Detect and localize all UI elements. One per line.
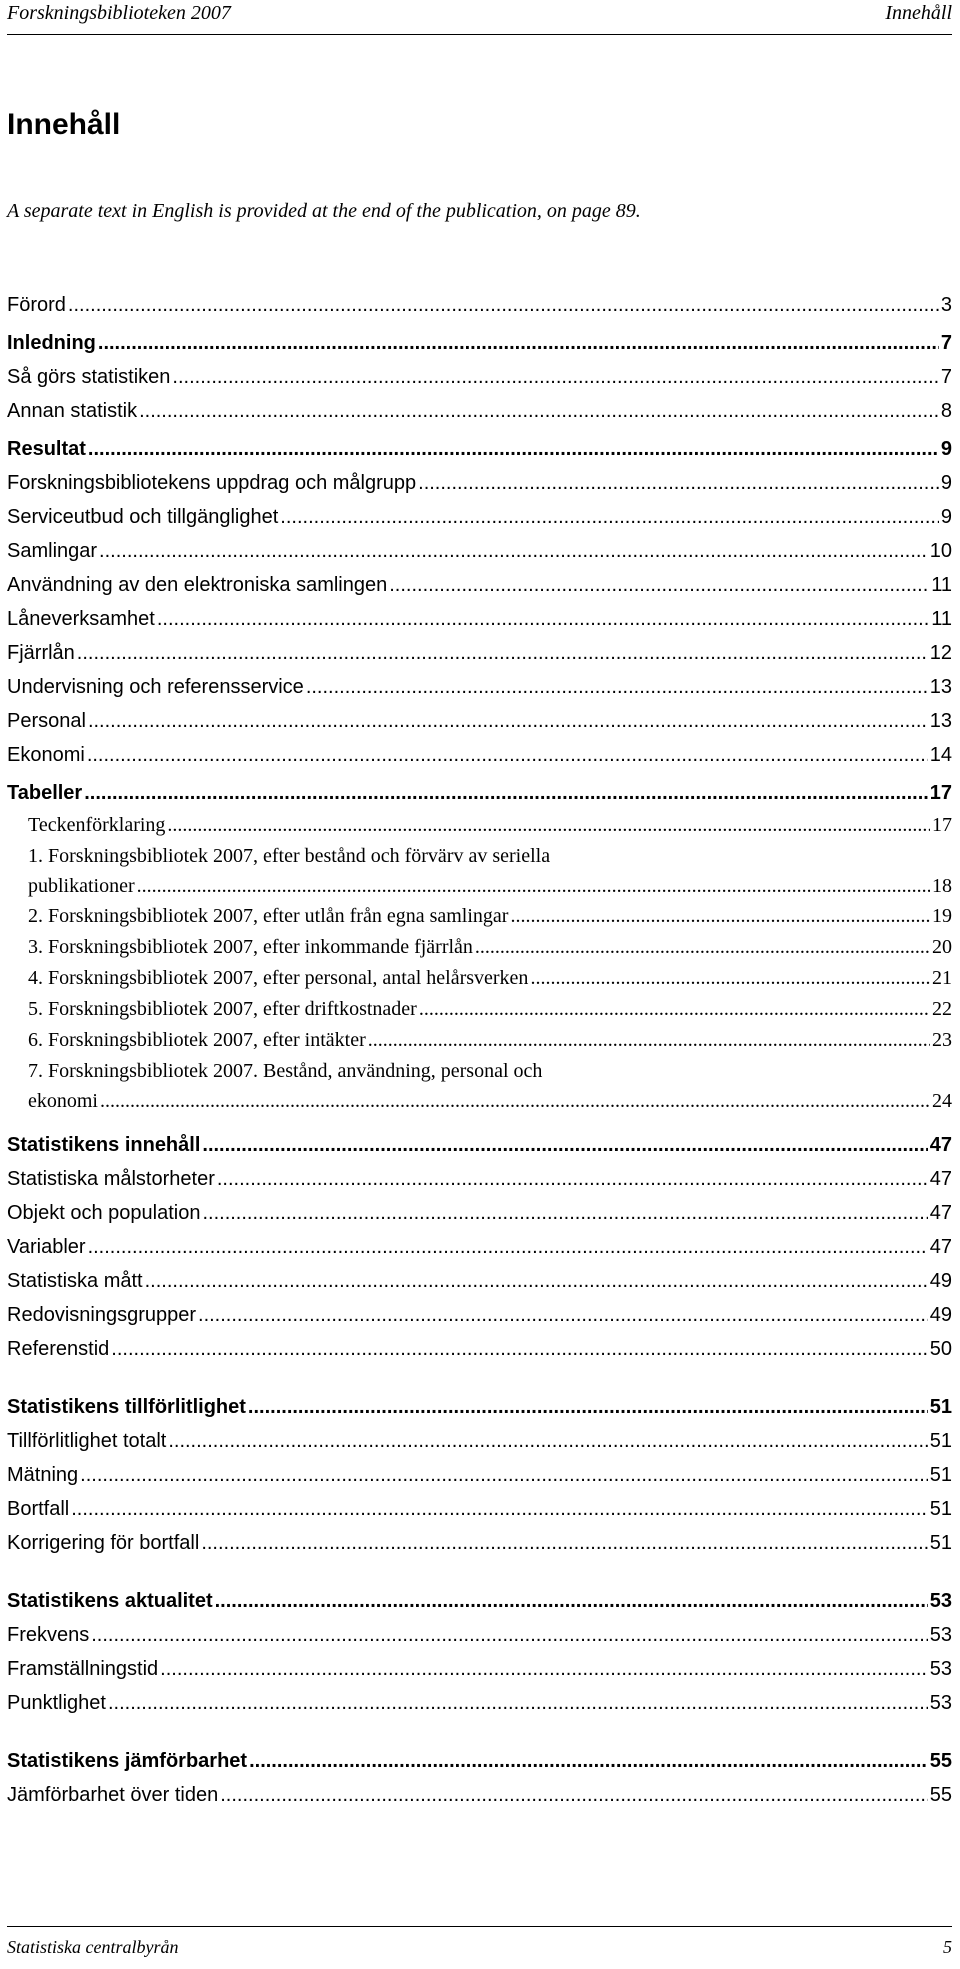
- toc-leader-dots: [202, 1128, 927, 1162]
- toc-leader-dots: [249, 1744, 928, 1778]
- toc-entry-title: Statistikens jämförbarhet: [7, 1750, 248, 1772]
- toc-entry-title: Objekt och population: [7, 1202, 201, 1224]
- toc-page-number: 17: [929, 782, 952, 804]
- toc-entry-samlingar[interactable]: [7, 534, 952, 568]
- toc-entry-title: Statistikens aktualitet: [7, 1590, 213, 1612]
- toc-entry-title: 5. Forskningsbibliotek 2007, efter driftkostnader: [28, 998, 417, 1020]
- toc-page-number: 22: [932, 998, 952, 1020]
- toc-leader-dots: [418, 466, 939, 500]
- toc-page-number: 17: [932, 814, 952, 836]
- toc-entry-objekt-och-population[interactable]: [7, 1196, 952, 1230]
- toc-entry-tillforlitlighet-totalt[interactable]: [7, 1424, 952, 1458]
- page-title: Innehåll: [7, 108, 121, 141]
- toc-leader-dots: [157, 602, 929, 636]
- toc-entry-ekonomi[interactable]: [7, 738, 952, 772]
- toc-page-number: 47: [929, 1134, 952, 1156]
- toc-page-number: 18: [932, 875, 952, 897]
- toc-page-number: 20: [932, 936, 952, 958]
- toc-page-number: 51: [929, 1498, 952, 1520]
- toc-entry-tabell-3[interactable]: [7, 932, 952, 963]
- toc-leader-dots: [167, 810, 930, 841]
- toc-leader-dots: [99, 534, 928, 568]
- toc-entry-title: 6. Forskningsbibliotek 2007, efter intäkter: [28, 1029, 366, 1051]
- toc-entry-title: Forskningsbibliotekens uppdrag och målgrupp: [7, 472, 417, 494]
- toc-entry-teckenforklaring[interactable]: [7, 810, 952, 841]
- toc-entry-bortfall[interactable]: [7, 1492, 952, 1526]
- toc-entry-title: 1. Forskningsbibliotek 2007, efter bestånd och förvärv av seriella: [28, 845, 551, 867]
- toc-entry-tabell-6[interactable]: [7, 1025, 952, 1056]
- footer-page-number: 5: [943, 1937, 952, 1957]
- header-publication-title: Forskningsbiblioteken 2007: [7, 2, 231, 24]
- toc-entry-title: Punktlighet: [7, 1692, 106, 1714]
- toc-leader-dots: [87, 738, 928, 772]
- toc-page-number: 47: [929, 1202, 952, 1224]
- toc-page-number: 47: [929, 1168, 952, 1190]
- toc-leader-dots: [88, 432, 939, 466]
- toc-entry-title: Resultat: [7, 438, 86, 460]
- toc-entry-title: Framställningstid: [7, 1658, 159, 1680]
- toc-entry-title: Referenstid: [7, 1338, 110, 1360]
- toc-entry-title: Mätning: [7, 1464, 79, 1486]
- toc-leader-dots: [77, 636, 928, 670]
- toc-leader-dots: [137, 871, 930, 901]
- toc-entry-fjarrlan[interactable]: [7, 636, 952, 670]
- toc-page-number: 24: [932, 1090, 952, 1112]
- toc-entry-title: Användning av den elektroniska samlingen: [7, 574, 388, 596]
- toc-page-number: 21: [932, 967, 952, 989]
- running-footer: [7, 1926, 952, 1969]
- toc-entry-personal[interactable]: [7, 704, 952, 738]
- toc-page-number: 14: [929, 744, 952, 766]
- toc-page-number: 9: [940, 472, 952, 494]
- toc-page-number: 11: [931, 574, 952, 596]
- toc-entry-title: Tillförlitlighet totalt: [7, 1430, 167, 1452]
- toc-entry-framstallningstid[interactable]: [7, 1652, 952, 1686]
- toc-leader-dots: [80, 1458, 928, 1492]
- toc-entry-laneverksamhet[interactable]: [7, 602, 952, 636]
- toc-page-number: 7: [940, 366, 952, 388]
- toc-page-number: 53: [929, 1658, 952, 1680]
- toc-page-number: 47: [929, 1236, 952, 1258]
- toc-entry-korrigering[interactable]: [7, 1526, 952, 1560]
- toc-page-number: 53: [929, 1692, 952, 1714]
- toc-entry-title: Förord: [7, 294, 66, 316]
- toc-entry-tabell-4[interactable]: [7, 963, 952, 994]
- toc-leader-dots: [215, 1584, 928, 1618]
- toc-leader-dots: [202, 1196, 927, 1230]
- toc-entry-matning[interactable]: [7, 1458, 952, 1492]
- toc-leader-dots: [88, 704, 928, 738]
- toc-entry-title: Statistiska målstorheter: [7, 1168, 215, 1190]
- toc-leader-dots: [419, 994, 930, 1025]
- footer-publisher: Statistiska centralbyrån: [7, 1937, 179, 1957]
- running-header: [7, 0, 952, 35]
- toc-page-number: 3: [940, 294, 952, 316]
- toc-page-number: 12: [929, 642, 952, 664]
- toc-entry-statistiska-matt[interactable]: [7, 1264, 952, 1298]
- toc-entry-title: Ekonomi: [7, 744, 85, 766]
- toc-entry-title: Undervisning och referensservice: [7, 676, 304, 698]
- toc-entry-tabell-2[interactable]: [7, 901, 952, 932]
- toc-leader-dots: [100, 1086, 930, 1116]
- toc-entry-tabell-5[interactable]: [7, 994, 952, 1025]
- toc-leader-dots: [368, 1025, 930, 1056]
- toc-entry-title: Annan statistik: [7, 400, 138, 422]
- toc-page-number: 8: [940, 400, 952, 422]
- toc-leader-dots: [98, 326, 939, 360]
- toc-leader-dots: [71, 1492, 928, 1526]
- toc-page-number: 49: [929, 1304, 952, 1326]
- toc-entry-elektroniska-samlingen[interactable]: [7, 568, 952, 602]
- toc-entry-title: 4. Forskningsbibliotek 2007, efter personal, antal helårsverken: [28, 967, 529, 989]
- toc-entry-title: Inledning: [7, 332, 96, 354]
- toc-entry-title: Låneverksamhet: [7, 608, 155, 630]
- toc-entry-malstorheter[interactable]: [7, 1162, 952, 1196]
- toc-entry-inledning[interactable]: [7, 326, 952, 360]
- toc-leader-dots: [68, 288, 939, 322]
- toc-entry-statistikens-aktualitet[interactable]: [7, 1584, 952, 1618]
- toc-leader-dots: [160, 1652, 928, 1686]
- toc-entry-uppdrag[interactable]: [7, 466, 952, 500]
- toc-leader-dots: [220, 1778, 928, 1812]
- toc-leader-dots: [111, 1332, 927, 1366]
- toc-page-number: 53: [929, 1624, 952, 1646]
- toc-leader-dots: [280, 500, 939, 534]
- toc-entry-title: Serviceutbud och tillgänglighet: [7, 506, 279, 528]
- toc-entry-title-continued: publikationer: [28, 875, 135, 897]
- toc-entry-sa-gors-statistiken[interactable]: [7, 360, 952, 394]
- toc-entry-redovisningsgrupper[interactable]: [7, 1298, 952, 1332]
- toc-entry-title: Personal: [7, 710, 86, 732]
- toc-leader-dots: [84, 776, 928, 810]
- toc-page-number: 19: [932, 905, 952, 927]
- toc-leader-dots: [248, 1390, 928, 1424]
- toc-entry-statistikens-innehall[interactable]: [7, 1128, 952, 1162]
- toc-page-number: 51: [929, 1532, 952, 1554]
- toc-entry-title: Bortfall: [7, 1498, 70, 1520]
- toc-page-number: 49: [929, 1270, 952, 1292]
- toc-entry-annan-statistik[interactable]: [7, 394, 952, 428]
- toc-entry-punktlighet[interactable]: [7, 1686, 952, 1720]
- toc-entry-serviceutbud[interactable]: [7, 500, 952, 534]
- toc-leader-dots: [201, 1526, 927, 1560]
- toc-leader-dots: [530, 963, 930, 994]
- toc-page-number: 23: [932, 1029, 952, 1051]
- toc-leader-dots: [475, 932, 930, 963]
- toc-entry-tabell-7[interactable]: [7, 1056, 952, 1116]
- toc-leader-dots: [217, 1162, 928, 1196]
- toc-entry-title: 3. Forskningsbibliotek 2007, efter inkommande fjärrlån: [28, 936, 473, 958]
- toc-page-number: 51: [929, 1430, 952, 1452]
- toc-page-number: 13: [929, 710, 952, 732]
- toc-leader-dots: [108, 1686, 928, 1720]
- toc-entry-title: Statistiska mått: [7, 1270, 143, 1292]
- toc-leader-dots: [306, 670, 928, 704]
- toc-leader-dots: [389, 568, 929, 602]
- toc-entry-jamforbarhet-over-tiden[interactable]: [7, 1778, 952, 1812]
- toc-page-number: 10: [929, 540, 952, 562]
- toc-leader-dots: [198, 1298, 928, 1332]
- toc-page-number: 51: [929, 1396, 952, 1418]
- toc-entry-forord[interactable]: [7, 288, 952, 322]
- toc-page-number: 50: [929, 1338, 952, 1360]
- toc-entry-title: Statistikens tillförlitlighet: [7, 1396, 246, 1418]
- toc-entry-tabeller[interactable]: [7, 776, 952, 810]
- toc-entry-title: Korrigering för bortfall: [7, 1532, 200, 1554]
- toc-page-number: 55: [929, 1750, 952, 1772]
- toc-leader-dots: [172, 360, 938, 394]
- toc-leader-dots: [91, 1618, 928, 1652]
- toc-page-number: 13: [929, 676, 952, 698]
- toc-leader-dots: [139, 394, 939, 428]
- toc-entry-title: Tabeller: [7, 782, 83, 804]
- toc-entry-statistikens-jamforbarhet[interactable]: [7, 1744, 952, 1778]
- toc-leader-dots: [168, 1424, 927, 1458]
- toc-page-number: 9: [940, 506, 952, 528]
- toc-entry-title: 7. Forskningsbibliotek 2007. Bestånd, användning, personal och: [28, 1060, 543, 1082]
- toc-entry-referenstid[interactable]: [7, 1332, 952, 1366]
- toc-page-number: 9: [940, 438, 952, 460]
- toc-entry-tabell-1[interactable]: [7, 841, 952, 901]
- english-text-note: A separate text in English is provided at the end of the publication, on page 89.: [7, 200, 641, 222]
- toc-leader-dots: [145, 1264, 928, 1298]
- toc-leader-dots: [510, 901, 930, 932]
- toc-entry-title-continued: ekonomi: [28, 1090, 98, 1112]
- toc-page-number: 55: [929, 1784, 952, 1806]
- toc-entry-title: Redovisningsgrupper: [7, 1304, 197, 1326]
- toc-entry-resultat[interactable]: [7, 432, 952, 466]
- table-of-contents: [7, 288, 952, 1812]
- toc-entry-title: Samlingar: [7, 540, 98, 562]
- toc-page-number: 51: [929, 1464, 952, 1486]
- toc-entry-title: Statistikens innehåll: [7, 1134, 201, 1156]
- toc-entry-title: 2. Forskningsbibliotek 2007, efter utlån från egna samlingar: [28, 905, 509, 927]
- toc-entry-undervisning[interactable]: [7, 670, 952, 704]
- toc-page-number: 7: [940, 332, 952, 354]
- toc-leader-dots: [88, 1230, 928, 1264]
- toc-entry-statistikens-tillforlitlighet[interactable]: [7, 1390, 952, 1424]
- toc-page-number: 11: [931, 608, 952, 630]
- toc-entry-frekvens[interactable]: [7, 1618, 952, 1652]
- toc-page-number: 53: [929, 1590, 952, 1612]
- toc-entry-title: Jämförbarhet över tiden: [7, 1784, 219, 1806]
- toc-entry-title: Variabler: [7, 1236, 86, 1258]
- header-section-title: Innehåll: [885, 2, 952, 24]
- toc-entry-title: Teckenförklaring: [28, 814, 166, 836]
- toc-entry-variabler[interactable]: [7, 1230, 952, 1264]
- toc-entry-title: Frekvens: [7, 1624, 90, 1646]
- toc-entry-title: Så görs statistiken: [7, 366, 171, 388]
- toc-entry-title: Fjärrlån: [7, 642, 75, 664]
